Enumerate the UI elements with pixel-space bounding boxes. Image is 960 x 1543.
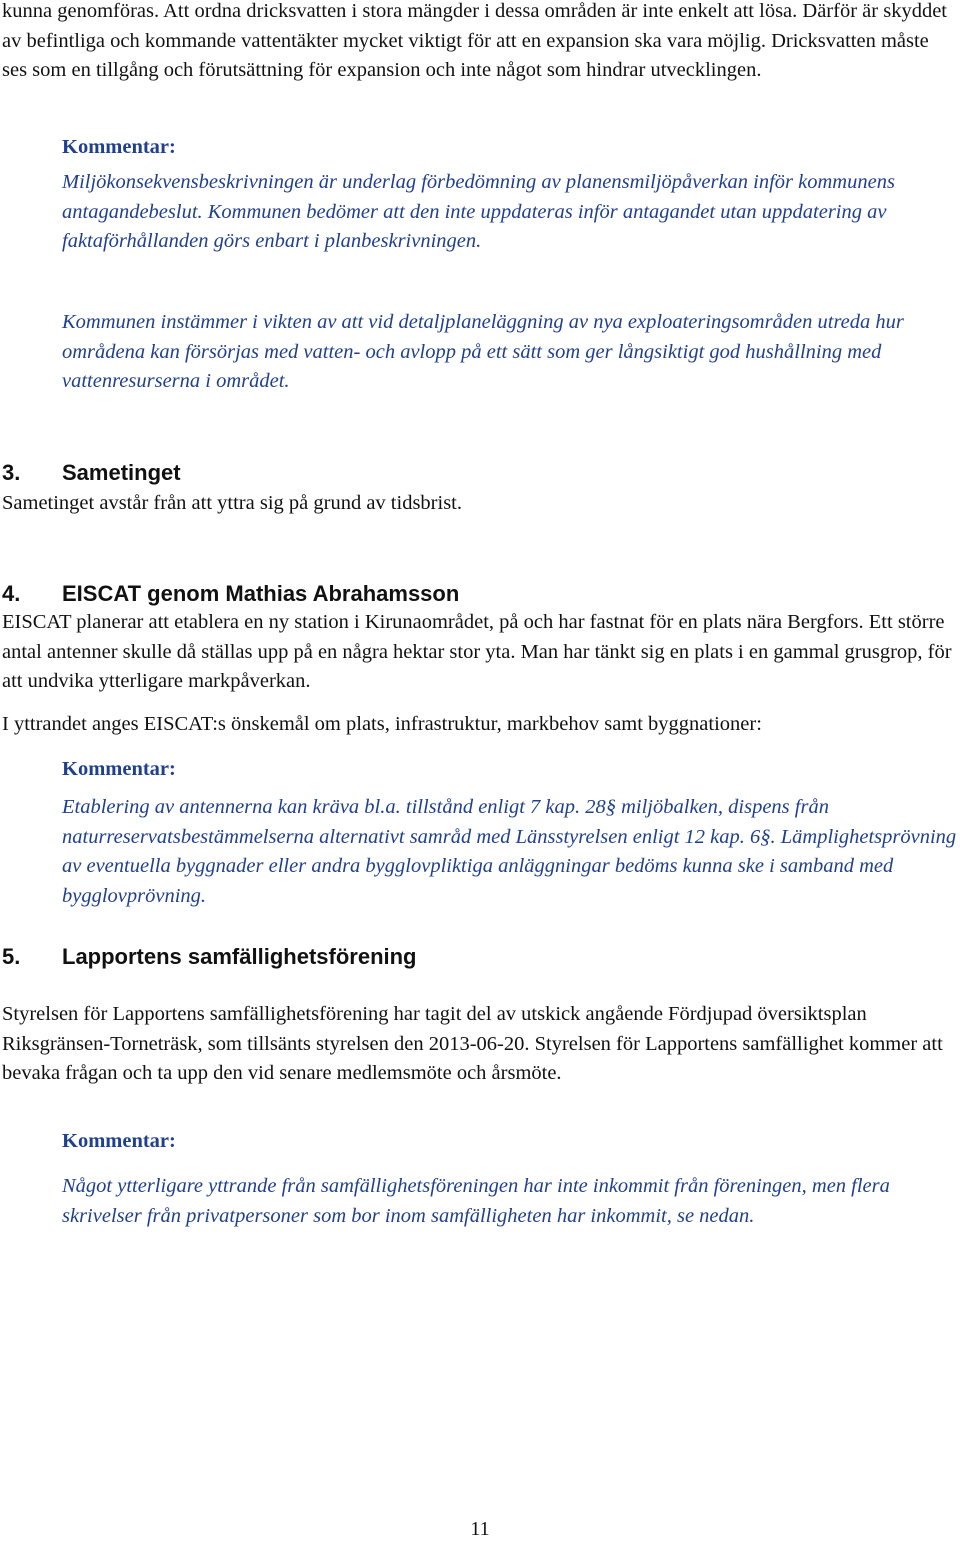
section-title: Sametinget	[62, 460, 181, 485]
comment-label: Kommentar:	[62, 1130, 176, 1152]
section-number: 3.	[2, 460, 21, 485]
section-number: 5.	[2, 944, 21, 969]
page-number: 11	[470, 1518, 490, 1540]
section-number: 4.	[2, 581, 21, 606]
section-body: I yttrandet anges EISCAT:s önskemål om plats, infrastruktur, markbehov samt byggnationer:	[2, 713, 762, 735]
section-title: Lapportens samfällighetsförening	[62, 944, 417, 969]
section-heading	[2, 943, 417, 971]
comment-label: Kommentar:	[62, 758, 176, 780]
section-body: Styrelsen för Lapportens samfällighetsförening har tagit del av utskick angående Fördjupad översiktsplan Riksgränsen-Torneträsk, som tillsänts styrelsen den 2013-06-20. Styrelsen för Lapportens samfällighet kommer att bevaka frågan och ta upp den vid senare medlemsmöte och årsmöte.	[2, 1003, 943, 1084]
comment-text: Kommunen instämmer i vikten av att vid detaljplaneläggning av nya exploateringsområden utreda hur områdena kan försörjas med vatten- och avlopp på ett sätt som ger långsiktigt god hushållning med vattenresurserna i området.	[62, 311, 904, 392]
section-title: EISCAT genom Mathias Abrahamsson	[62, 581, 460, 606]
section-heading	[2, 580, 459, 608]
section-body: EISCAT planerar att etablera en ny station i Kirunaområdet, på och har fastnat för en plats nära Bergfors. Ett större antal antenner skulle då ställas upp på en några hektar stor yta. Man har tänkt sig en plats i en gammal grusgrop, för att undvika ytterligare markpåverkan.	[2, 611, 952, 692]
comment-text: Etablering av antennerna kan kräva bl.a. tillstånd enligt 7 kap. 28§ miljöbalken, dispens från naturreservatsbestämmelserna alternativt samråd med Länsstyrelsen enligt 12 kap. 6§. Lämplighetsprövning av eventuella byggnader eller andra bygglovpliktiga anläggningar bedöms kunna ske i samband med bygglovprövning.	[62, 796, 957, 907]
comment-text: Något ytterligare yttrande från samfällighetsföreningen har inte inkommit från föreningen, men flera skrivelser från privatpersoner som bor inom samfälligheten har inkommit, se nedan.	[62, 1175, 890, 1227]
section-body: Sametinget avstår från att yttra sig på grund av tidsbrist.	[2, 492, 462, 514]
intro-paragraph: kunna genomföras. Att ordna dricksvatten i stora mängder i dessa områden är inte enkelt att lösa. Därför är skyddet av befintliga och kommande vattentäkter mycket viktigt för att en expansion ska vara möjlig. Dricksvatten måste ses som en tillgång och förutsättning för expansion och inte något som hindrar utvecklingen.	[2, 0, 947, 81]
comment-label: Kommentar:	[62, 136, 176, 158]
section-heading	[2, 459, 181, 487]
comment-text: Miljökonsekvensbeskrivningen är underlag förbedömning av planensmiljöpåverkan inför kommunens antagandebeslut. Kommunen bedömer att den inte uppdateras inför antagandet utan uppdatering av faktaförhållanden görs enbart i planbeskrivningen.	[62, 171, 895, 252]
